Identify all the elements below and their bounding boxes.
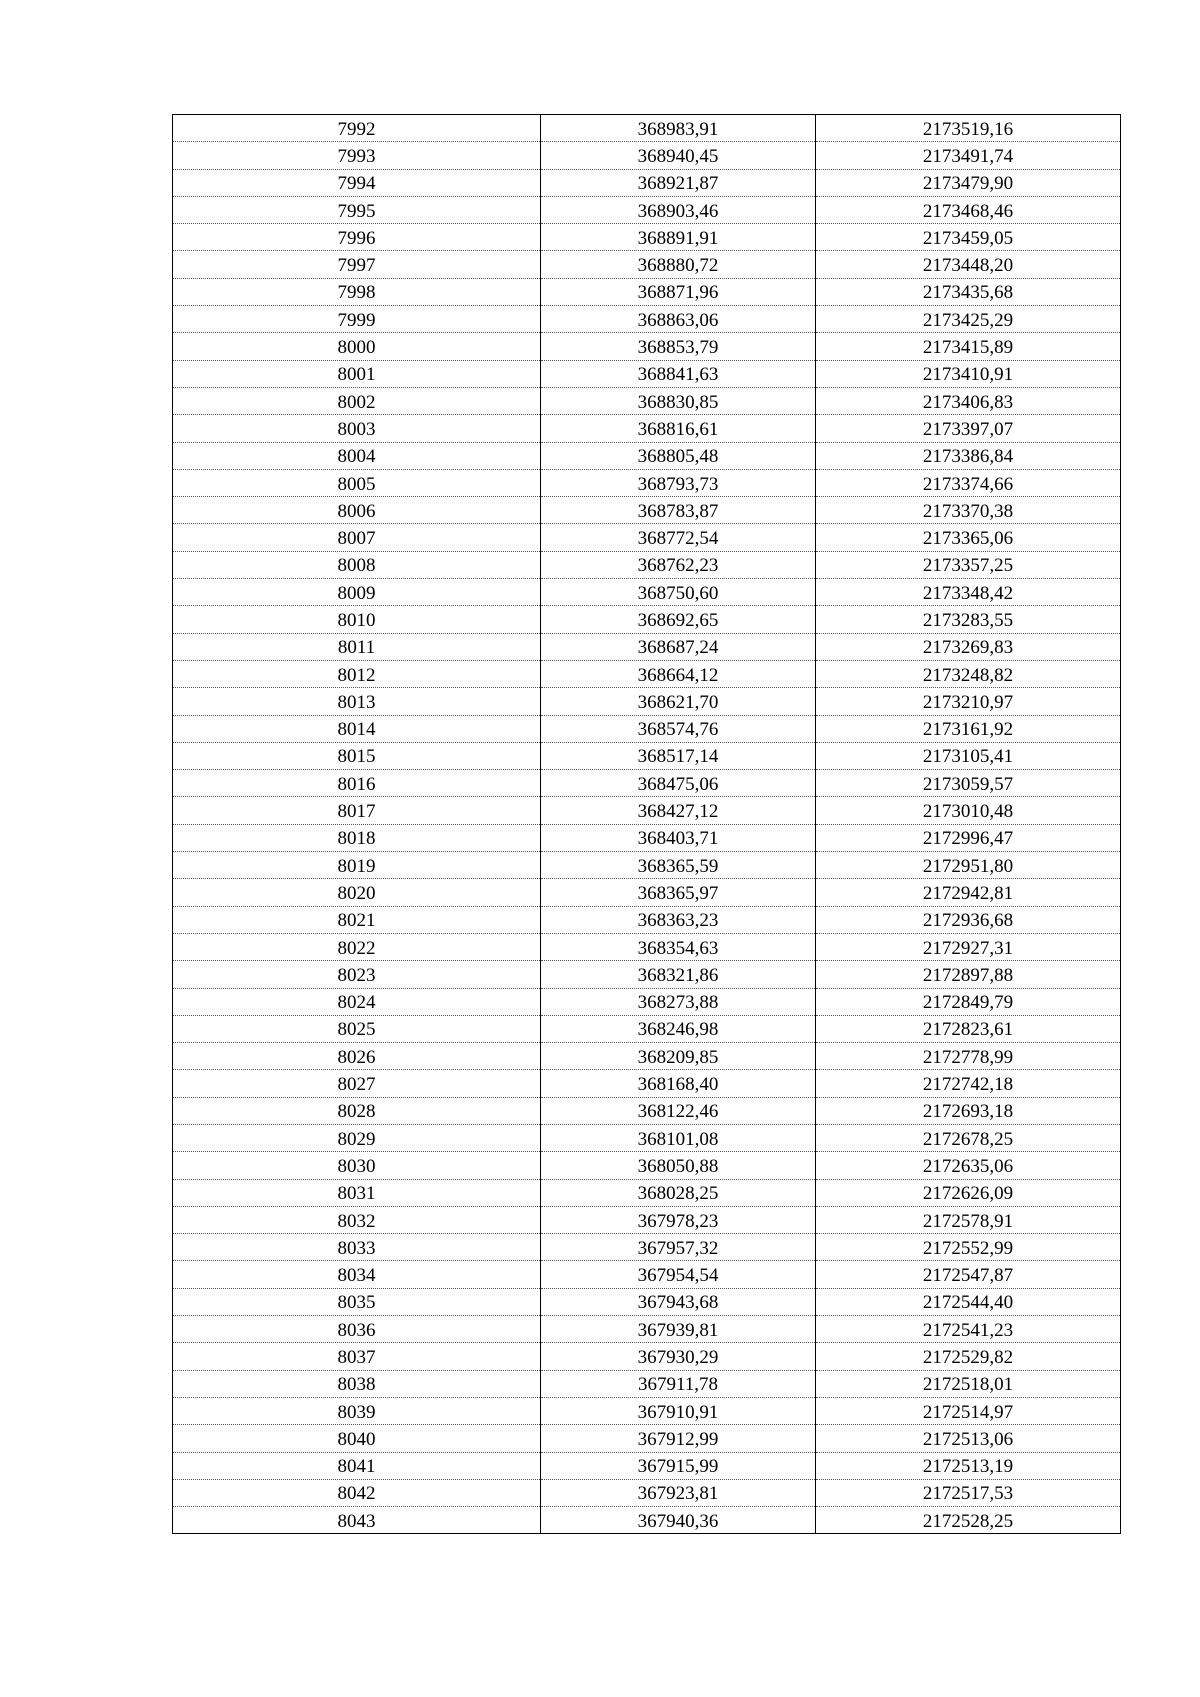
point-number-cell: 8013 xyxy=(173,688,541,715)
coordinates-table-body xyxy=(173,115,1121,1534)
x-coordinate-cell: 367957,32 xyxy=(541,1234,816,1261)
y-coordinate-cell: 2172823,61 xyxy=(816,1015,1121,1042)
y-coordinate-cell: 2172849,79 xyxy=(816,988,1121,1015)
table-row xyxy=(173,797,1121,824)
x-coordinate-cell: 368574,76 xyxy=(541,715,816,742)
y-coordinate-cell: 2173425,29 xyxy=(816,306,1121,333)
table-row xyxy=(173,251,1121,278)
x-coordinate-cell: 368209,85 xyxy=(541,1043,816,1070)
point-number-cell: 8005 xyxy=(173,469,541,496)
point-number-cell: 7994 xyxy=(173,169,541,196)
point-number-cell: 8009 xyxy=(173,579,541,606)
point-number-cell: 8017 xyxy=(173,797,541,824)
table-row xyxy=(173,1452,1121,1479)
x-coordinate-cell: 368871,96 xyxy=(541,278,816,305)
table-row xyxy=(173,906,1121,933)
point-number-cell: 8040 xyxy=(173,1425,541,1452)
x-coordinate-cell: 368365,59 xyxy=(541,852,816,879)
table-row xyxy=(173,1316,1121,1343)
x-coordinate-cell: 368101,08 xyxy=(541,1124,816,1151)
point-number-cell: 8037 xyxy=(173,1343,541,1370)
y-coordinate-cell: 2173415,89 xyxy=(816,333,1121,360)
y-coordinate-cell: 2173468,46 xyxy=(816,196,1121,223)
y-coordinate-cell: 2172547,87 xyxy=(816,1261,1121,1288)
point-number-cell: 8016 xyxy=(173,770,541,797)
point-number-cell: 8006 xyxy=(173,497,541,524)
y-coordinate-cell: 2172529,82 xyxy=(816,1343,1121,1370)
table-row xyxy=(173,278,1121,305)
table-row xyxy=(173,1425,1121,1452)
point-number-cell: 7999 xyxy=(173,306,541,333)
x-coordinate-cell: 368772,54 xyxy=(541,524,816,551)
x-coordinate-cell: 367978,23 xyxy=(541,1206,816,1233)
table-row xyxy=(173,770,1121,797)
x-coordinate-cell: 368793,73 xyxy=(541,469,816,496)
x-coordinate-cell: 368940,45 xyxy=(541,142,816,169)
point-number-cell: 8036 xyxy=(173,1316,541,1343)
table-row xyxy=(173,142,1121,169)
point-number-cell: 8033 xyxy=(173,1234,541,1261)
x-coordinate-cell: 367954,54 xyxy=(541,1261,816,1288)
table-row xyxy=(173,115,1121,142)
y-coordinate-cell: 2173210,97 xyxy=(816,688,1121,715)
table-row xyxy=(173,224,1121,251)
x-coordinate-cell: 367910,91 xyxy=(541,1397,816,1424)
x-coordinate-cell: 368246,98 xyxy=(541,1015,816,1042)
point-number-cell: 8032 xyxy=(173,1206,541,1233)
table-row xyxy=(173,988,1121,1015)
x-coordinate-cell: 367915,99 xyxy=(541,1452,816,1479)
table-row xyxy=(173,524,1121,551)
table-row xyxy=(173,1234,1121,1261)
x-coordinate-cell: 368762,23 xyxy=(541,551,816,578)
x-coordinate-cell: 368841,63 xyxy=(541,360,816,387)
x-coordinate-cell: 368863,06 xyxy=(541,306,816,333)
point-number-cell: 8020 xyxy=(173,879,541,906)
x-coordinate-cell: 368816,61 xyxy=(541,415,816,442)
table-row xyxy=(173,606,1121,633)
y-coordinate-cell: 2173370,38 xyxy=(816,497,1121,524)
table-row xyxy=(173,1206,1121,1233)
point-number-cell: 8014 xyxy=(173,715,541,742)
x-coordinate-cell: 368517,14 xyxy=(541,742,816,769)
table-row xyxy=(173,169,1121,196)
table-row xyxy=(173,1179,1121,1206)
point-number-cell: 8029 xyxy=(173,1124,541,1151)
y-coordinate-cell: 2173386,84 xyxy=(816,442,1121,469)
table-row xyxy=(173,469,1121,496)
table-row xyxy=(173,1370,1121,1397)
y-coordinate-cell: 2172942,81 xyxy=(816,879,1121,906)
table-row xyxy=(173,1288,1121,1315)
table-row xyxy=(173,579,1121,606)
table-row xyxy=(173,415,1121,442)
point-number-cell: 8012 xyxy=(173,660,541,687)
table-row xyxy=(173,306,1121,333)
table-row xyxy=(173,688,1121,715)
point-number-cell: 8000 xyxy=(173,333,541,360)
table-row xyxy=(173,497,1121,524)
point-number-cell: 7997 xyxy=(173,251,541,278)
point-number-cell: 8021 xyxy=(173,906,541,933)
y-coordinate-cell: 2172514,97 xyxy=(816,1397,1121,1424)
y-coordinate-cell: 2173435,68 xyxy=(816,278,1121,305)
table-row xyxy=(173,442,1121,469)
point-number-cell: 8007 xyxy=(173,524,541,551)
point-number-cell: 8002 xyxy=(173,387,541,414)
x-coordinate-cell: 368664,12 xyxy=(541,660,816,687)
point-number-cell: 8039 xyxy=(173,1397,541,1424)
table-row xyxy=(173,1507,1121,1534)
y-coordinate-cell: 2173448,20 xyxy=(816,251,1121,278)
x-coordinate-cell: 368168,40 xyxy=(541,1070,816,1097)
y-coordinate-cell: 2173269,83 xyxy=(816,633,1121,660)
x-coordinate-cell: 368427,12 xyxy=(541,797,816,824)
x-coordinate-cell: 368687,24 xyxy=(541,633,816,660)
x-coordinate-cell: 368122,46 xyxy=(541,1097,816,1124)
table-row xyxy=(173,879,1121,906)
x-coordinate-cell: 368891,91 xyxy=(541,224,816,251)
x-coordinate-cell: 368903,46 xyxy=(541,196,816,223)
table-row xyxy=(173,660,1121,687)
table-row xyxy=(173,933,1121,960)
x-coordinate-cell: 368692,65 xyxy=(541,606,816,633)
y-coordinate-cell: 2173059,57 xyxy=(816,770,1121,797)
point-number-cell: 8001 xyxy=(173,360,541,387)
table-row xyxy=(173,551,1121,578)
x-coordinate-cell: 368028,25 xyxy=(541,1179,816,1206)
x-coordinate-cell: 368921,87 xyxy=(541,169,816,196)
y-coordinate-cell: 2172927,31 xyxy=(816,933,1121,960)
point-number-cell: 7992 xyxy=(173,115,541,142)
y-coordinate-cell: 2172541,23 xyxy=(816,1316,1121,1343)
table-row xyxy=(173,196,1121,223)
point-number-cell: 8038 xyxy=(173,1370,541,1397)
point-number-cell: 8010 xyxy=(173,606,541,633)
x-coordinate-cell: 368363,23 xyxy=(541,906,816,933)
y-coordinate-cell: 2173161,92 xyxy=(816,715,1121,742)
x-coordinate-cell: 368050,88 xyxy=(541,1152,816,1179)
y-coordinate-cell: 2172693,18 xyxy=(816,1097,1121,1124)
y-coordinate-cell: 2172936,68 xyxy=(816,906,1121,933)
table-row xyxy=(173,1152,1121,1179)
y-coordinate-cell: 2173374,66 xyxy=(816,469,1121,496)
x-coordinate-cell: 367943,68 xyxy=(541,1288,816,1315)
point-number-cell: 8041 xyxy=(173,1452,541,1479)
y-coordinate-cell: 2172544,40 xyxy=(816,1288,1121,1315)
point-number-cell: 8022 xyxy=(173,933,541,960)
point-number-cell: 8034 xyxy=(173,1261,541,1288)
y-coordinate-cell: 2172897,88 xyxy=(816,961,1121,988)
table-row xyxy=(173,1097,1121,1124)
y-coordinate-cell: 2172626,09 xyxy=(816,1179,1121,1206)
table-row xyxy=(173,1015,1121,1042)
point-number-cell: 8018 xyxy=(173,824,541,851)
table-row xyxy=(173,1479,1121,1506)
y-coordinate-cell: 2173491,74 xyxy=(816,142,1121,169)
x-coordinate-cell: 368403,71 xyxy=(541,824,816,851)
table-row xyxy=(173,387,1121,414)
point-number-cell: 8004 xyxy=(173,442,541,469)
table-row xyxy=(173,1124,1121,1151)
y-coordinate-cell: 2173406,83 xyxy=(816,387,1121,414)
y-coordinate-cell: 2172778,99 xyxy=(816,1043,1121,1070)
y-coordinate-cell: 2173010,48 xyxy=(816,797,1121,824)
y-coordinate-cell: 2172517,53 xyxy=(816,1479,1121,1506)
x-coordinate-cell: 368354,63 xyxy=(541,933,816,960)
x-coordinate-cell: 367939,81 xyxy=(541,1316,816,1343)
table-row xyxy=(173,1043,1121,1070)
x-coordinate-cell: 368365,97 xyxy=(541,879,816,906)
point-number-cell: 8031 xyxy=(173,1179,541,1206)
x-coordinate-cell: 368783,87 xyxy=(541,497,816,524)
point-number-cell: 7996 xyxy=(173,224,541,251)
y-coordinate-cell: 2172552,99 xyxy=(816,1234,1121,1261)
x-coordinate-cell: 368830,85 xyxy=(541,387,816,414)
table-row xyxy=(173,1070,1121,1097)
y-coordinate-cell: 2172513,19 xyxy=(816,1452,1121,1479)
y-coordinate-cell: 2173105,41 xyxy=(816,742,1121,769)
table-row xyxy=(173,633,1121,660)
table-row xyxy=(173,1397,1121,1424)
x-coordinate-cell: 368750,60 xyxy=(541,579,816,606)
point-number-cell: 8043 xyxy=(173,1507,541,1534)
x-coordinate-cell: 368853,79 xyxy=(541,333,816,360)
point-number-cell: 8027 xyxy=(173,1070,541,1097)
table-row xyxy=(173,1261,1121,1288)
y-coordinate-cell: 2172513,06 xyxy=(816,1425,1121,1452)
point-number-cell: 8015 xyxy=(173,742,541,769)
x-coordinate-cell: 368880,72 xyxy=(541,251,816,278)
x-coordinate-cell: 368321,86 xyxy=(541,961,816,988)
point-number-cell: 8019 xyxy=(173,852,541,879)
x-coordinate-cell: 368805,48 xyxy=(541,442,816,469)
y-coordinate-cell: 2172678,25 xyxy=(816,1124,1121,1151)
point-number-cell: 8008 xyxy=(173,551,541,578)
y-coordinate-cell: 2173459,05 xyxy=(816,224,1121,251)
x-coordinate-cell: 368273,88 xyxy=(541,988,816,1015)
table-row xyxy=(173,852,1121,879)
point-number-cell: 8011 xyxy=(173,633,541,660)
x-coordinate-cell: 367923,81 xyxy=(541,1479,816,1506)
x-coordinate-cell: 367911,78 xyxy=(541,1370,816,1397)
point-number-cell: 8042 xyxy=(173,1479,541,1506)
point-number-cell: 8030 xyxy=(173,1152,541,1179)
table-row xyxy=(173,333,1121,360)
x-coordinate-cell: 368983,91 xyxy=(541,115,816,142)
y-coordinate-cell: 2173519,16 xyxy=(816,115,1121,142)
y-coordinate-cell: 2172578,91 xyxy=(816,1206,1121,1233)
table-row xyxy=(173,715,1121,742)
y-coordinate-cell: 2173365,06 xyxy=(816,524,1121,551)
coordinates-table xyxy=(172,114,1121,1534)
table-row xyxy=(173,1343,1121,1370)
table-row xyxy=(173,961,1121,988)
y-coordinate-cell: 2172951,80 xyxy=(816,852,1121,879)
point-number-cell: 8023 xyxy=(173,961,541,988)
y-coordinate-cell: 2173348,42 xyxy=(816,579,1121,606)
point-number-cell: 8026 xyxy=(173,1043,541,1070)
x-coordinate-cell: 368621,70 xyxy=(541,688,816,715)
point-number-cell: 7995 xyxy=(173,196,541,223)
x-coordinate-cell: 367930,29 xyxy=(541,1343,816,1370)
table-row xyxy=(173,824,1121,851)
table-row xyxy=(173,360,1121,387)
point-number-cell: 8024 xyxy=(173,988,541,1015)
y-coordinate-cell: 2173248,82 xyxy=(816,660,1121,687)
y-coordinate-cell: 2173357,25 xyxy=(816,551,1121,578)
y-coordinate-cell: 2173397,07 xyxy=(816,415,1121,442)
x-coordinate-cell: 367912,99 xyxy=(541,1425,816,1452)
x-coordinate-cell: 368475,06 xyxy=(541,770,816,797)
y-coordinate-cell: 2172528,25 xyxy=(816,1507,1121,1534)
point-number-cell: 8028 xyxy=(173,1097,541,1124)
point-number-cell: 8025 xyxy=(173,1015,541,1042)
y-coordinate-cell: 2172518,01 xyxy=(816,1370,1121,1397)
y-coordinate-cell: 2172635,06 xyxy=(816,1152,1121,1179)
point-number-cell: 7998 xyxy=(173,278,541,305)
y-coordinate-cell: 2173479,90 xyxy=(816,169,1121,196)
point-number-cell: 8035 xyxy=(173,1288,541,1315)
y-coordinate-cell: 2172996,47 xyxy=(816,824,1121,851)
point-number-cell: 8003 xyxy=(173,415,541,442)
y-coordinate-cell: 2173410,91 xyxy=(816,360,1121,387)
point-number-cell: 7993 xyxy=(173,142,541,169)
y-coordinate-cell: 2172742,18 xyxy=(816,1070,1121,1097)
table-row xyxy=(173,742,1121,769)
x-coordinate-cell: 367940,36 xyxy=(541,1507,816,1534)
y-coordinate-cell: 2173283,55 xyxy=(816,606,1121,633)
